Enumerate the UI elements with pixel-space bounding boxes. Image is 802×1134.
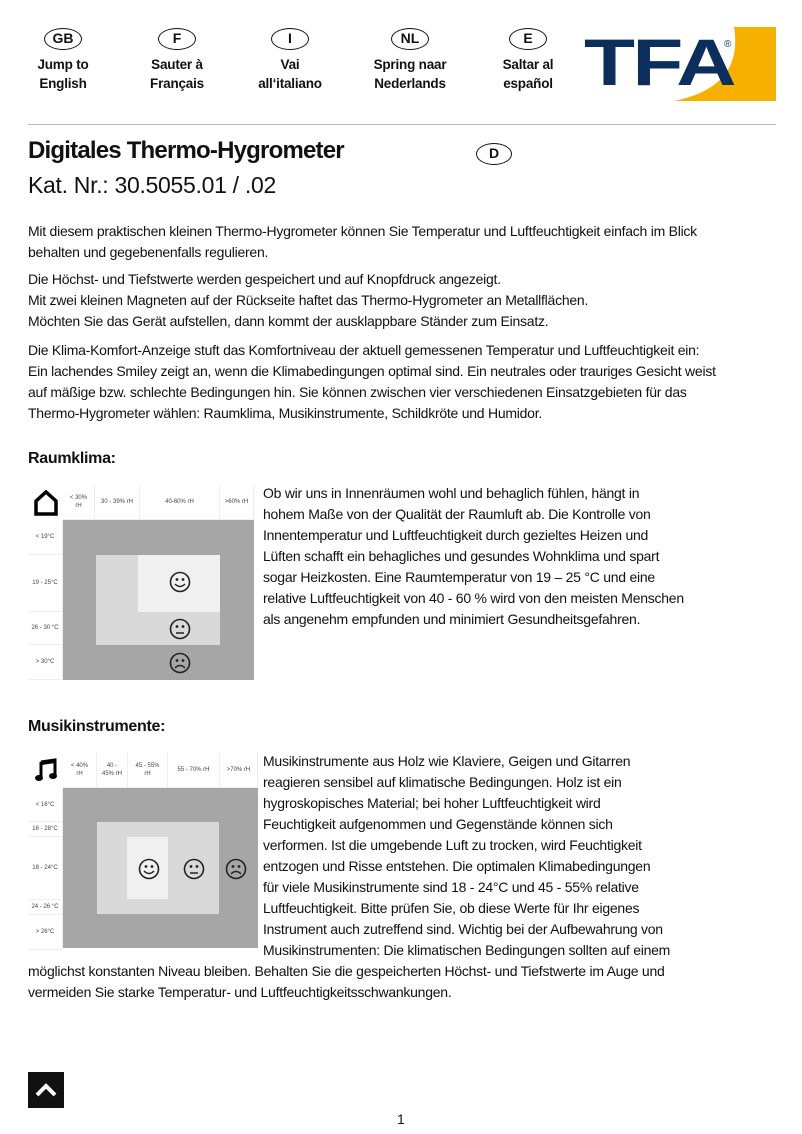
label-line: Vai (280, 57, 300, 72)
column-header: 40-60% rH (140, 485, 220, 520)
text-line: vermeiden Sie starke Temperatur- und Luftfeuchtigkeitsschwankungen. (28, 984, 452, 1000)
page-number: 1 (397, 1111, 405, 1127)
text-line: verformen. Ist die umgebende Luft zu trocken, wird Feuchtigkeit (263, 837, 642, 853)
row-header: 26 - 30 °C (28, 612, 63, 645)
text-line: Möchten Sie das Gerät aufstellen, dann kommt der ausklappbare Ständer zum Einsatz. (28, 313, 549, 329)
tfa-logo (584, 27, 776, 101)
text-line: Feuchtigkeit aufgenommen und Gegenstände können sich (263, 816, 613, 832)
text-line: Die Höchst- und Tiefstwerte werden gespeichert und auf Knopfdruck angezeigt. (28, 271, 501, 287)
label-line: all‘italiano (258, 76, 322, 91)
raumklima-text (263, 483, 684, 630)
text-line: relative Luftfeuchtigkeit von 40 - 60 % wird von den meisten Menschen (263, 590, 684, 606)
label-line: Jump to (37, 57, 89, 72)
label-line: Saltar al (502, 57, 554, 72)
text-line: Ob wir uns in Innenräumen wohl und behaglich fühlen, hängt in (263, 485, 640, 501)
language-link-label (355, 55, 465, 93)
house-icon (28, 485, 63, 520)
text-line: als angenehm empfunden und minimiert Gesundheitsgefahren. (263, 611, 641, 627)
text-line: Musikinstrumenten: Die klimatischen Bedingungen sollten auf einem (263, 942, 671, 958)
text-line: für viele Musikinstrumente sind 18 - 24°C und 45 - 55% relative (263, 879, 639, 895)
chevron-up-icon (35, 1083, 57, 1097)
column-header: 55 - 70% rH (168, 752, 220, 788)
label-line: Français (150, 76, 204, 91)
text-line: auf mäßige bzw. schlechte Bedingungen hin. Sie können zwischen vier verschiedenen Einsatzgebieten für das (28, 384, 687, 400)
text-line: hygroskopisches Material; bei hoher Luftfeuchtigkeit wird (263, 795, 601, 811)
musik-text-full (28, 961, 665, 1003)
music-note-icon (28, 752, 63, 788)
page-title: Digitales Thermo-Hygrometer (28, 137, 344, 164)
intro-p3 (28, 340, 716, 424)
happy-smiley-icon (138, 858, 160, 880)
row-header: > 30°C (28, 645, 63, 680)
text-line: Luftfeuchtigkeit. Bitte prüfen Sie, ob diese Werte für Ihr eigenes (263, 900, 640, 916)
musik-comfort-chart (28, 752, 258, 950)
language-link-label (8, 55, 118, 93)
svg-text:®: ® (724, 39, 732, 50)
column-header: < 30% rH (63, 485, 95, 520)
sad-smiley-icon (169, 652, 191, 674)
row-header: 19 - 25°C (28, 555, 63, 612)
current-language-badge: D (476, 143, 512, 165)
raumklima-comfort-chart (28, 485, 254, 680)
text-line: Musikinstrumente aus Holz wie Klaviere, Geigen und Gitarren (263, 753, 631, 769)
column-header: >60% rH (220, 485, 254, 520)
column-header: < 40% rH (63, 752, 97, 788)
row-header: 16 - 28°C (28, 822, 63, 837)
row-header: > 26°C (28, 915, 63, 950)
column-header: 45 - 55% rH (128, 752, 168, 788)
label-line: Sauter à (151, 57, 203, 72)
catalog-number: Kat. Nr.: 30.5055.01 / .02 (28, 172, 276, 198)
column-header: 30 - 39% rH (95, 485, 140, 520)
label-line: English (39, 76, 87, 91)
happy-smiley-icon (169, 571, 191, 593)
row-header: < 19°C (28, 520, 63, 555)
text-line: möglichst konstanten Niveau bleiben. Behalten Sie die gespeicherten Höchst- und Tiefstwerte im Auge und (28, 963, 665, 979)
row-header: 18 - 24°C (28, 837, 63, 900)
neutral-smiley-icon (183, 858, 205, 880)
label-line: español (503, 76, 553, 91)
back-to-top-button[interactable] (28, 1072, 64, 1108)
text-line: entzogen und Risse entstehen. Die optimalen Klimabedingungen (263, 858, 651, 874)
text-line: sogar Heizkosten. Eine Raumtemperatur von 19 – 25 °C und eine (263, 569, 655, 585)
language-link-nl[interactable] (355, 28, 465, 93)
text-line: Die Klima-Komfort-Anzeige stuft das Komfortniveau der aktuell gemessenen Temperatur und Luftfeuchtigkeit ein: (28, 342, 700, 358)
text-line: Mit zwei kleinen Magneten auf der Rückseite haftet das Thermo-Hygrometer an Metallflächen. (28, 292, 589, 308)
text-line: Thermo-Hygrometer wählen: Raumklima, Musikinstrumente, Schildkröte und Humidor. (28, 405, 542, 421)
intro-p2 (28, 269, 588, 332)
text-line: behalten und gegebenenfalls regulieren. (28, 244, 269, 260)
language-code-badge: E (509, 28, 547, 50)
text-line: Lüften schafft ein behagliches und gesundes Wohnklima und spart (263, 548, 660, 564)
text-line: Ein lachendes Smiley zeigt an, wenn die Klimabedingungen optimal sind. Ein neutrales oder trauriges Gesicht weist (28, 363, 716, 379)
language-code-badge: GB (44, 28, 82, 50)
raumklima-heading: Raumklima: (28, 450, 116, 467)
row-header: < 16°C (28, 788, 63, 822)
column-header: 40 - 45% rH (97, 752, 128, 788)
neutral-smiley-icon (169, 618, 191, 640)
language-code-badge: I (271, 28, 309, 50)
text-line: Instrument auch zutreffend sind. Wichtig bei der Aufbewahrung von (263, 921, 663, 937)
language-code-badge: NL (391, 28, 429, 50)
musik-heading: Musikinstrumente: (28, 718, 166, 735)
intro-p1 (28, 221, 697, 263)
language-link-gb[interactable] (8, 28, 118, 93)
language-link-e[interactable] (473, 28, 583, 93)
language-link-i[interactable] (235, 28, 345, 93)
label-line: Nederlands (374, 76, 446, 91)
language-link-label (235, 55, 345, 93)
row-header: 24 - 26 °C (28, 900, 63, 915)
language-code-badge: F (158, 28, 196, 50)
musik-text (263, 751, 670, 961)
sad-smiley-icon (225, 858, 247, 880)
text-line: hohem Maße von der Qualität der Raumluft ab. Die Kontrolle von (263, 506, 651, 522)
text-line: Mit diesem praktischen kleinen Thermo-Hygrometer können Sie Temperatur und Luftfeuchtigkeit einfach im Blick (28, 223, 697, 239)
label-line: Spring naar (373, 57, 447, 72)
divider (28, 124, 776, 125)
svg-text:TFA: TFA (584, 27, 735, 99)
text-line: reagieren sensibel auf klimatische Bedingungen. Holz ist ein (263, 774, 622, 790)
language-link-label (473, 55, 583, 93)
column-header: >70% rH (220, 752, 258, 788)
language-link-f[interactable] (122, 28, 232, 93)
text-line: Innentemperatur und Luftfeuchtigkeit durch gezieltes Heizen und (263, 527, 649, 543)
language-link-label (122, 55, 232, 93)
